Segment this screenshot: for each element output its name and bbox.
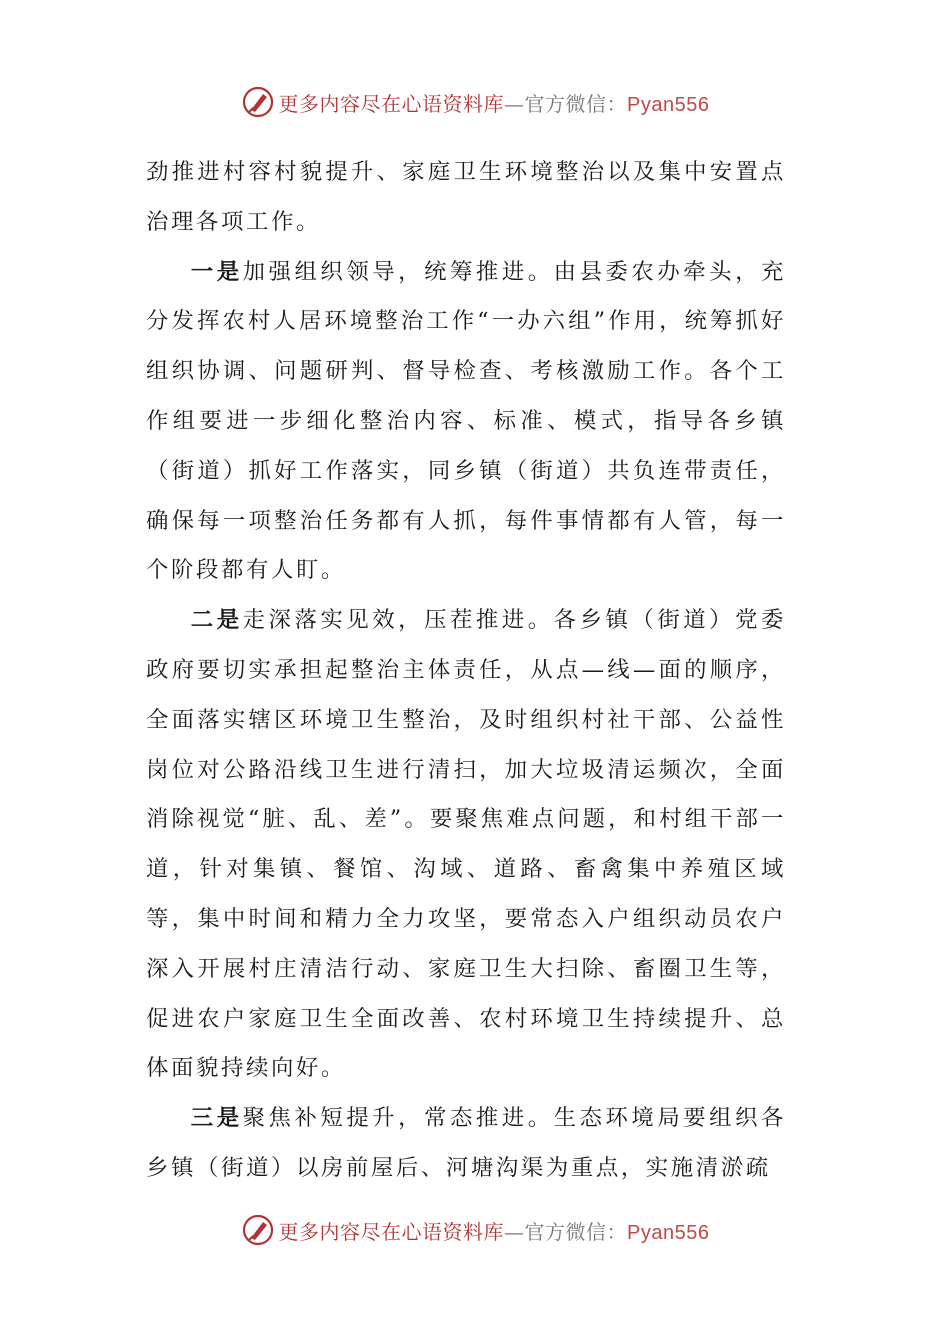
header-banner <box>0 82 950 122</box>
paragraph: 劲推进村容村貌提升、家庭卫生环境整治以及集中安置点治理各项工作。 <box>146 159 786 235</box>
banner-text: 更多内容尽在心语资料库—官方微信：Pyan556 <box>278 91 710 116</box>
document-body <box>146 148 786 1194</box>
paragraph: 三是聚焦补短提升，常态推进。生态环境局要组织各乡镇（街道）以房前屋后、河塘沟渠为重点，实施清淤疏 <box>146 1105 786 1181</box>
pen-nib-logo-icon <box>241 85 275 119</box>
pen-nib-logo-icon <box>241 1213 275 1247</box>
footer-banner <box>0 1210 950 1250</box>
banner-text: 更多内容尽在心语资料库—官方微信：Pyan556 <box>278 1219 710 1244</box>
paragraph: 二是走深落实见效，压茬推进。各乡镇（街道）党委政府要切实承担起整治主体责任，从点—线—面的顺序，全面落实辖区环境卫生整治，及时组织村社干部、公益性岗位对公路沿线卫生进行清扫，加大垃圾清运频次，全面消除视觉“脏、乱、差”。要聚焦难点问题，和村组干部一道，针对集镇、餐馆、沟域、道路、畜禽集中养殖区域等，集中时间和精力全力攻坚，要常态入户组织动员农户深入开展村庄清洁行动、家庭卫生大扫除、畜圈卫生等，促进农户家庭卫生全面改善、农村环境卫生持续提升、总体面貌持续向好。 <box>146 607 786 1082</box>
paragraph: 一是加强组织领导，统筹推进。由县委农办牵头，充分发挥农村人居环境整治工作“一办六组”作用，统筹抓好组织协调、问题研判、督导检查、考核激励工作。各个工作组要进一步细化整治内容、标准、模式，指导各乡镇（街道）抓好工作落实，同乡镇（街道）共负连带责任，确保每一项整治任务都有人抓，每件事情都有人管，每一个阶段都有人盯。 <box>146 258 786 584</box>
